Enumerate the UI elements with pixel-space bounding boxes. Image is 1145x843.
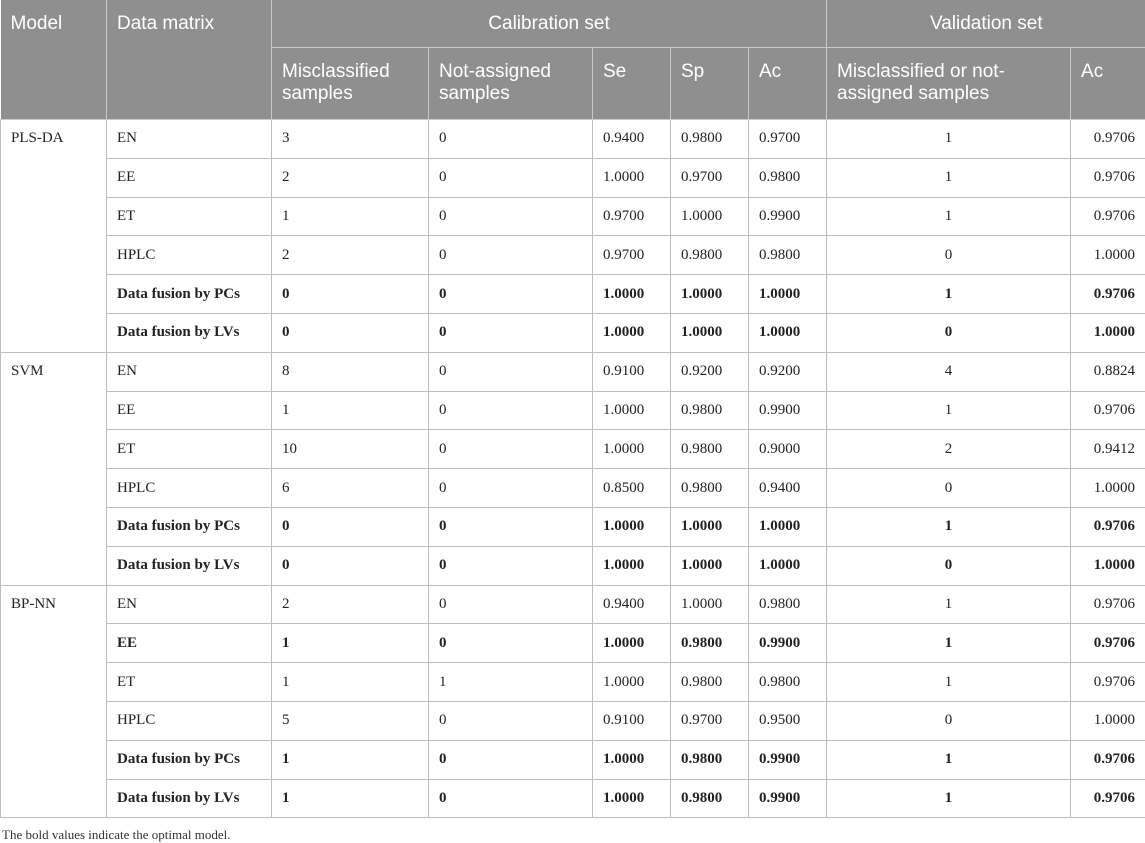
cell-sp: 1.0000: [671, 585, 749, 624]
cell-ac-validation: 0.9706: [1071, 779, 1145, 818]
cell-sp: 0.9800: [671, 469, 749, 508]
cell-misclassified: 1: [272, 663, 429, 702]
cell-ac-validation: 1.0000: [1071, 546, 1145, 585]
cell-misclassified: 0: [272, 313, 429, 352]
cell-ac-validation: 1.0000: [1071, 701, 1145, 740]
table-row: [1, 585, 1145, 624]
cell-validation-misclassified: 1: [827, 275, 1071, 314]
cell-validation-misclassified: 1: [827, 197, 1071, 236]
cell-se: 0.9400: [593, 120, 671, 159]
cell-sp: 0.9800: [671, 779, 749, 818]
cell-validation-misclassified: 1: [827, 740, 1071, 779]
cell-se: 0.9100: [593, 352, 671, 391]
cell-data-matrix: EN: [107, 352, 272, 391]
cell-not-assigned: 0: [429, 197, 593, 236]
table-row: [1, 391, 1145, 430]
cell-data-matrix: Data fusion by LVs: [107, 779, 272, 818]
cell-ac-validation: 0.9706: [1071, 624, 1145, 663]
cell-not-assigned: 0: [429, 158, 593, 197]
header-ac-calibration: Ac: [749, 48, 827, 120]
header-ac-validation: Ac: [1071, 48, 1145, 120]
cell-se: 0.9700: [593, 236, 671, 275]
header-sp: Sp: [671, 48, 749, 120]
cell-not-assigned: 0: [429, 275, 593, 314]
cell-sp: 0.9700: [671, 158, 749, 197]
cell-ac-validation: 0.9706: [1071, 120, 1145, 159]
cell-misclassified: 5: [272, 701, 429, 740]
cell-not-assigned: 0: [429, 430, 593, 469]
cell-misclassified: 8: [272, 352, 429, 391]
header-se: Se: [593, 48, 671, 120]
cell-not-assigned: 0: [429, 313, 593, 352]
table-row: [1, 740, 1145, 779]
header-data-matrix: Data matrix: [107, 0, 272, 120]
cell-se: 1.0000: [593, 740, 671, 779]
table-row: [1, 313, 1145, 352]
cell-model: PLS-DA: [1, 120, 107, 353]
cell-data-matrix: EN: [107, 120, 272, 159]
header-misclassified: Misclassified samples: [272, 48, 429, 120]
cell-ac-calibration: 0.9900: [749, 779, 827, 818]
cell-not-assigned: 0: [429, 352, 593, 391]
cell-se: 1.0000: [593, 391, 671, 430]
cell-ac-validation: 0.9706: [1071, 158, 1145, 197]
cell-sp: 0.9800: [671, 391, 749, 430]
cell-se: 1.0000: [593, 507, 671, 546]
cell-sp: 1.0000: [671, 275, 749, 314]
cell-sp: 0.9700: [671, 701, 749, 740]
cell-not-assigned: 1: [429, 663, 593, 702]
cell-se: 1.0000: [593, 275, 671, 314]
cell-ac-calibration: 0.9200: [749, 352, 827, 391]
cell-ac-calibration: 1.0000: [749, 507, 827, 546]
cell-ac-validation: 0.9706: [1071, 197, 1145, 236]
cell-sp: 1.0000: [671, 313, 749, 352]
cell-validation-misclassified: 0: [827, 701, 1071, 740]
cell-misclassified: 1: [272, 624, 429, 663]
cell-ac-validation: 0.9706: [1071, 740, 1145, 779]
cell-not-assigned: 0: [429, 546, 593, 585]
cell-sp: 0.9800: [671, 236, 749, 275]
cell-ac-calibration: 0.9800: [749, 158, 827, 197]
cell-ac-validation: 0.9412: [1071, 430, 1145, 469]
cell-misclassified: 1: [272, 779, 429, 818]
cell-ac-calibration: 0.9900: [749, 197, 827, 236]
cell-sp: 0.9800: [671, 624, 749, 663]
cell-sp: 0.9800: [671, 663, 749, 702]
cell-misclassified: 0: [272, 507, 429, 546]
table-row: [1, 624, 1145, 663]
cell-ac-calibration: 1.0000: [749, 546, 827, 585]
cell-sp: 0.9200: [671, 352, 749, 391]
table-body: [1, 120, 1145, 818]
cell-ac-calibration: 1.0000: [749, 275, 827, 314]
cell-sp: 1.0000: [671, 546, 749, 585]
cell-validation-misclassified: 0: [827, 313, 1071, 352]
cell-ac-calibration: 0.9000: [749, 430, 827, 469]
cell-misclassified: 1: [272, 740, 429, 779]
table-header: [1, 0, 1145, 120]
cell-ac-validation: 0.9706: [1071, 585, 1145, 624]
cell-se: 1.0000: [593, 624, 671, 663]
table-row: [1, 158, 1145, 197]
cell-se: 0.9700: [593, 197, 671, 236]
cell-misclassified: 0: [272, 546, 429, 585]
cell-ac-validation: 0.8824: [1071, 352, 1145, 391]
header-not-assigned: Not-assigned samples: [429, 48, 593, 120]
cell-data-matrix: Data fusion by LVs: [107, 546, 272, 585]
cell-ac-calibration: 0.9900: [749, 391, 827, 430]
table-row: [1, 236, 1145, 275]
cell-model: BP-NN: [1, 585, 107, 818]
cell-data-matrix: EE: [107, 391, 272, 430]
cell-ac-validation: 1.0000: [1071, 313, 1145, 352]
cell-ac-calibration: 0.9500: [749, 701, 827, 740]
cell-misclassified: 2: [272, 158, 429, 197]
cell-validation-misclassified: 1: [827, 391, 1071, 430]
cell-data-matrix: ET: [107, 197, 272, 236]
table-row: [1, 430, 1145, 469]
table-row: [1, 701, 1145, 740]
cell-data-matrix: Data fusion by PCs: [107, 507, 272, 546]
cell-misclassified: 10: [272, 430, 429, 469]
cell-se: 0.8500: [593, 469, 671, 508]
cell-not-assigned: 0: [429, 740, 593, 779]
cell-ac-calibration: 0.9800: [749, 663, 827, 702]
cell-ac-validation: 0.9706: [1071, 275, 1145, 314]
cell-validation-misclassified: 4: [827, 352, 1071, 391]
cell-not-assigned: 0: [429, 585, 593, 624]
header-validation-set: Validation set: [827, 0, 1145, 48]
cell-validation-misclassified: 1: [827, 507, 1071, 546]
cell-validation-misclassified: 1: [827, 663, 1071, 702]
cell-data-matrix: EN: [107, 585, 272, 624]
cell-data-matrix: ET: [107, 663, 272, 702]
cell-ac-validation: 0.9706: [1071, 663, 1145, 702]
cell-sp: 0.9800: [671, 740, 749, 779]
cell-validation-misclassified: 1: [827, 585, 1071, 624]
cell-validation-misclassified: 2: [827, 430, 1071, 469]
cell-not-assigned: 0: [429, 624, 593, 663]
cell-ac-calibration: 0.9900: [749, 740, 827, 779]
table-row: [1, 197, 1145, 236]
cell-sp: 0.9800: [671, 120, 749, 159]
cell-not-assigned: 0: [429, 391, 593, 430]
table-row: [1, 469, 1145, 508]
cell-data-matrix: ET: [107, 430, 272, 469]
cell-data-matrix: EE: [107, 624, 272, 663]
cell-data-matrix: HPLC: [107, 469, 272, 508]
cell-validation-misclassified: 1: [827, 779, 1071, 818]
cell-not-assigned: 0: [429, 120, 593, 159]
cell-se: 1.0000: [593, 546, 671, 585]
cell-sp: 1.0000: [671, 507, 749, 546]
cell-ac-calibration: 0.9800: [749, 585, 827, 624]
cell-validation-misclassified: 0: [827, 546, 1071, 585]
cell-misclassified: 0: [272, 275, 429, 314]
cell-sp: 0.9800: [671, 430, 749, 469]
table-row: [1, 507, 1145, 546]
cell-se: 1.0000: [593, 430, 671, 469]
cell-ac-validation: 1.0000: [1071, 236, 1145, 275]
cell-se: 0.9100: [593, 701, 671, 740]
cell-not-assigned: 0: [429, 236, 593, 275]
cell-data-matrix: EE: [107, 158, 272, 197]
cell-validation-misclassified: 1: [827, 624, 1071, 663]
cell-data-matrix: HPLC: [107, 701, 272, 740]
cell-se: 1.0000: [593, 158, 671, 197]
cell-not-assigned: 0: [429, 701, 593, 740]
table-footnote: The bold values indicate the optimal model.: [2, 827, 1145, 843]
cell-se: 1.0000: [593, 663, 671, 702]
cell-not-assigned: 0: [429, 469, 593, 508]
cell-misclassified: 2: [272, 236, 429, 275]
cell-sp: 1.0000: [671, 197, 749, 236]
table-row: [1, 275, 1145, 314]
cell-data-matrix: Data fusion by PCs: [107, 275, 272, 314]
cell-validation-misclassified: 0: [827, 236, 1071, 275]
header-calibration-set: Calibration set: [272, 0, 827, 48]
cell-misclassified: 1: [272, 197, 429, 236]
table-row: [1, 352, 1145, 391]
cell-data-matrix: Data fusion by LVs: [107, 313, 272, 352]
cell-misclassified: 6: [272, 469, 429, 508]
table-row: [1, 120, 1145, 159]
cell-validation-misclassified: 1: [827, 158, 1071, 197]
cell-data-matrix: HPLC: [107, 236, 272, 275]
cell-not-assigned: 0: [429, 779, 593, 818]
cell-misclassified: 1: [272, 391, 429, 430]
cell-ac-validation: 0.9706: [1071, 507, 1145, 546]
cell-se: 1.0000: [593, 779, 671, 818]
cell-misclassified: 2: [272, 585, 429, 624]
cell-se: 1.0000: [593, 313, 671, 352]
cell-validation-misclassified: 1: [827, 120, 1071, 159]
cell-ac-validation: 0.9706: [1071, 391, 1145, 430]
cell-misclassified: 3: [272, 120, 429, 159]
cell-se: 0.9400: [593, 585, 671, 624]
header-misclassified-or-not-assigned: Misclassified or not-assigned samples: [827, 48, 1071, 120]
cell-ac-calibration: 0.9800: [749, 236, 827, 275]
cell-ac-calibration: 0.9400: [749, 469, 827, 508]
cell-ac-calibration: 0.9900: [749, 624, 827, 663]
table-row: [1, 779, 1145, 818]
cell-validation-misclassified: 0: [827, 469, 1071, 508]
table-row: [1, 663, 1145, 702]
cell-ac-calibration: 0.9700: [749, 120, 827, 159]
cell-ac-calibration: 1.0000: [749, 313, 827, 352]
table-row: [1, 546, 1145, 585]
cell-data-matrix: Data fusion by PCs: [107, 740, 272, 779]
cell-model: SVM: [1, 352, 107, 585]
header-model: Model: [1, 0, 107, 120]
cell-not-assigned: 0: [429, 507, 593, 546]
cell-ac-validation: 1.0000: [1071, 469, 1145, 508]
